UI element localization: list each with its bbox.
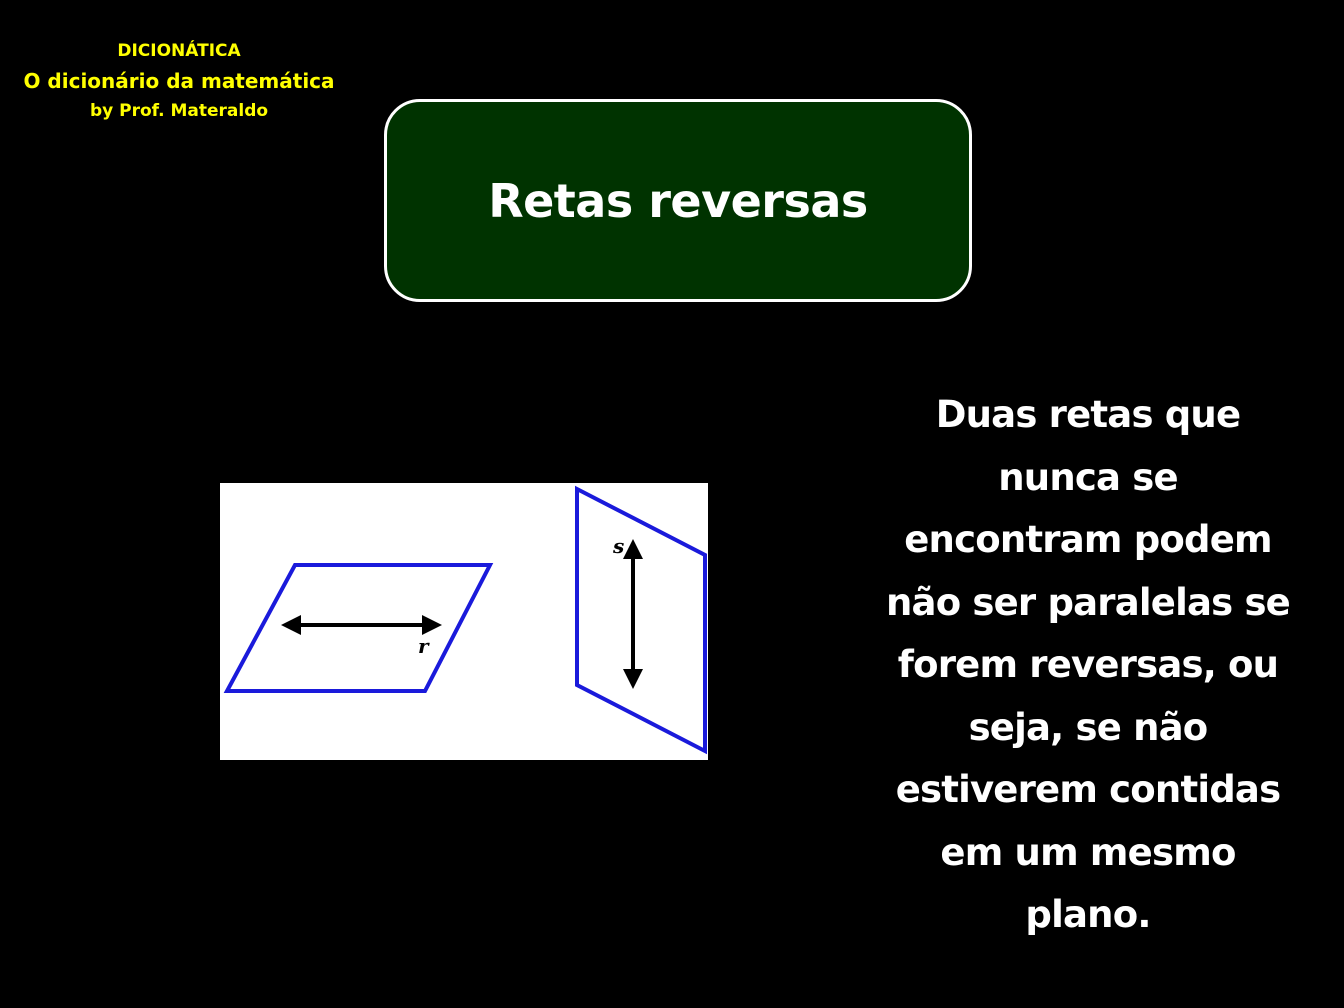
title-box bbox=[384, 99, 972, 302]
definition-line: seja, se não bbox=[968, 705, 1208, 749]
branding-subtitle: O dicionário da matemática bbox=[23, 69, 335, 93]
definition-line: Duas retas que bbox=[935, 393, 1241, 436]
definition-line: plano. bbox=[1025, 893, 1151, 936]
definition-line: encontram podem bbox=[904, 518, 1272, 561]
definition-line: forem reversas, ou bbox=[897, 643, 1279, 686]
line-r-label: r bbox=[418, 634, 429, 658]
branding-author: by Prof. Materaldo bbox=[89, 101, 269, 121]
vertical-plane-layer bbox=[220, 483, 708, 760]
definition-line: estiverem contidas bbox=[895, 768, 1281, 811]
definition-line: nunca se bbox=[998, 455, 1178, 499]
definition-text bbox=[864, 384, 1312, 947]
branding-header bbox=[0, 36, 358, 126]
branding-title: DICIONÁTICA bbox=[117, 41, 241, 61]
page-title: Retas reversas bbox=[488, 173, 868, 228]
definition-line: não ser paralelas se bbox=[886, 580, 1290, 624]
line-s-label: s bbox=[613, 534, 625, 558]
vertical-plane bbox=[577, 489, 705, 751]
skew-lines-figure bbox=[220, 483, 708, 760]
definition-line: em um mesmo bbox=[940, 830, 1236, 874]
